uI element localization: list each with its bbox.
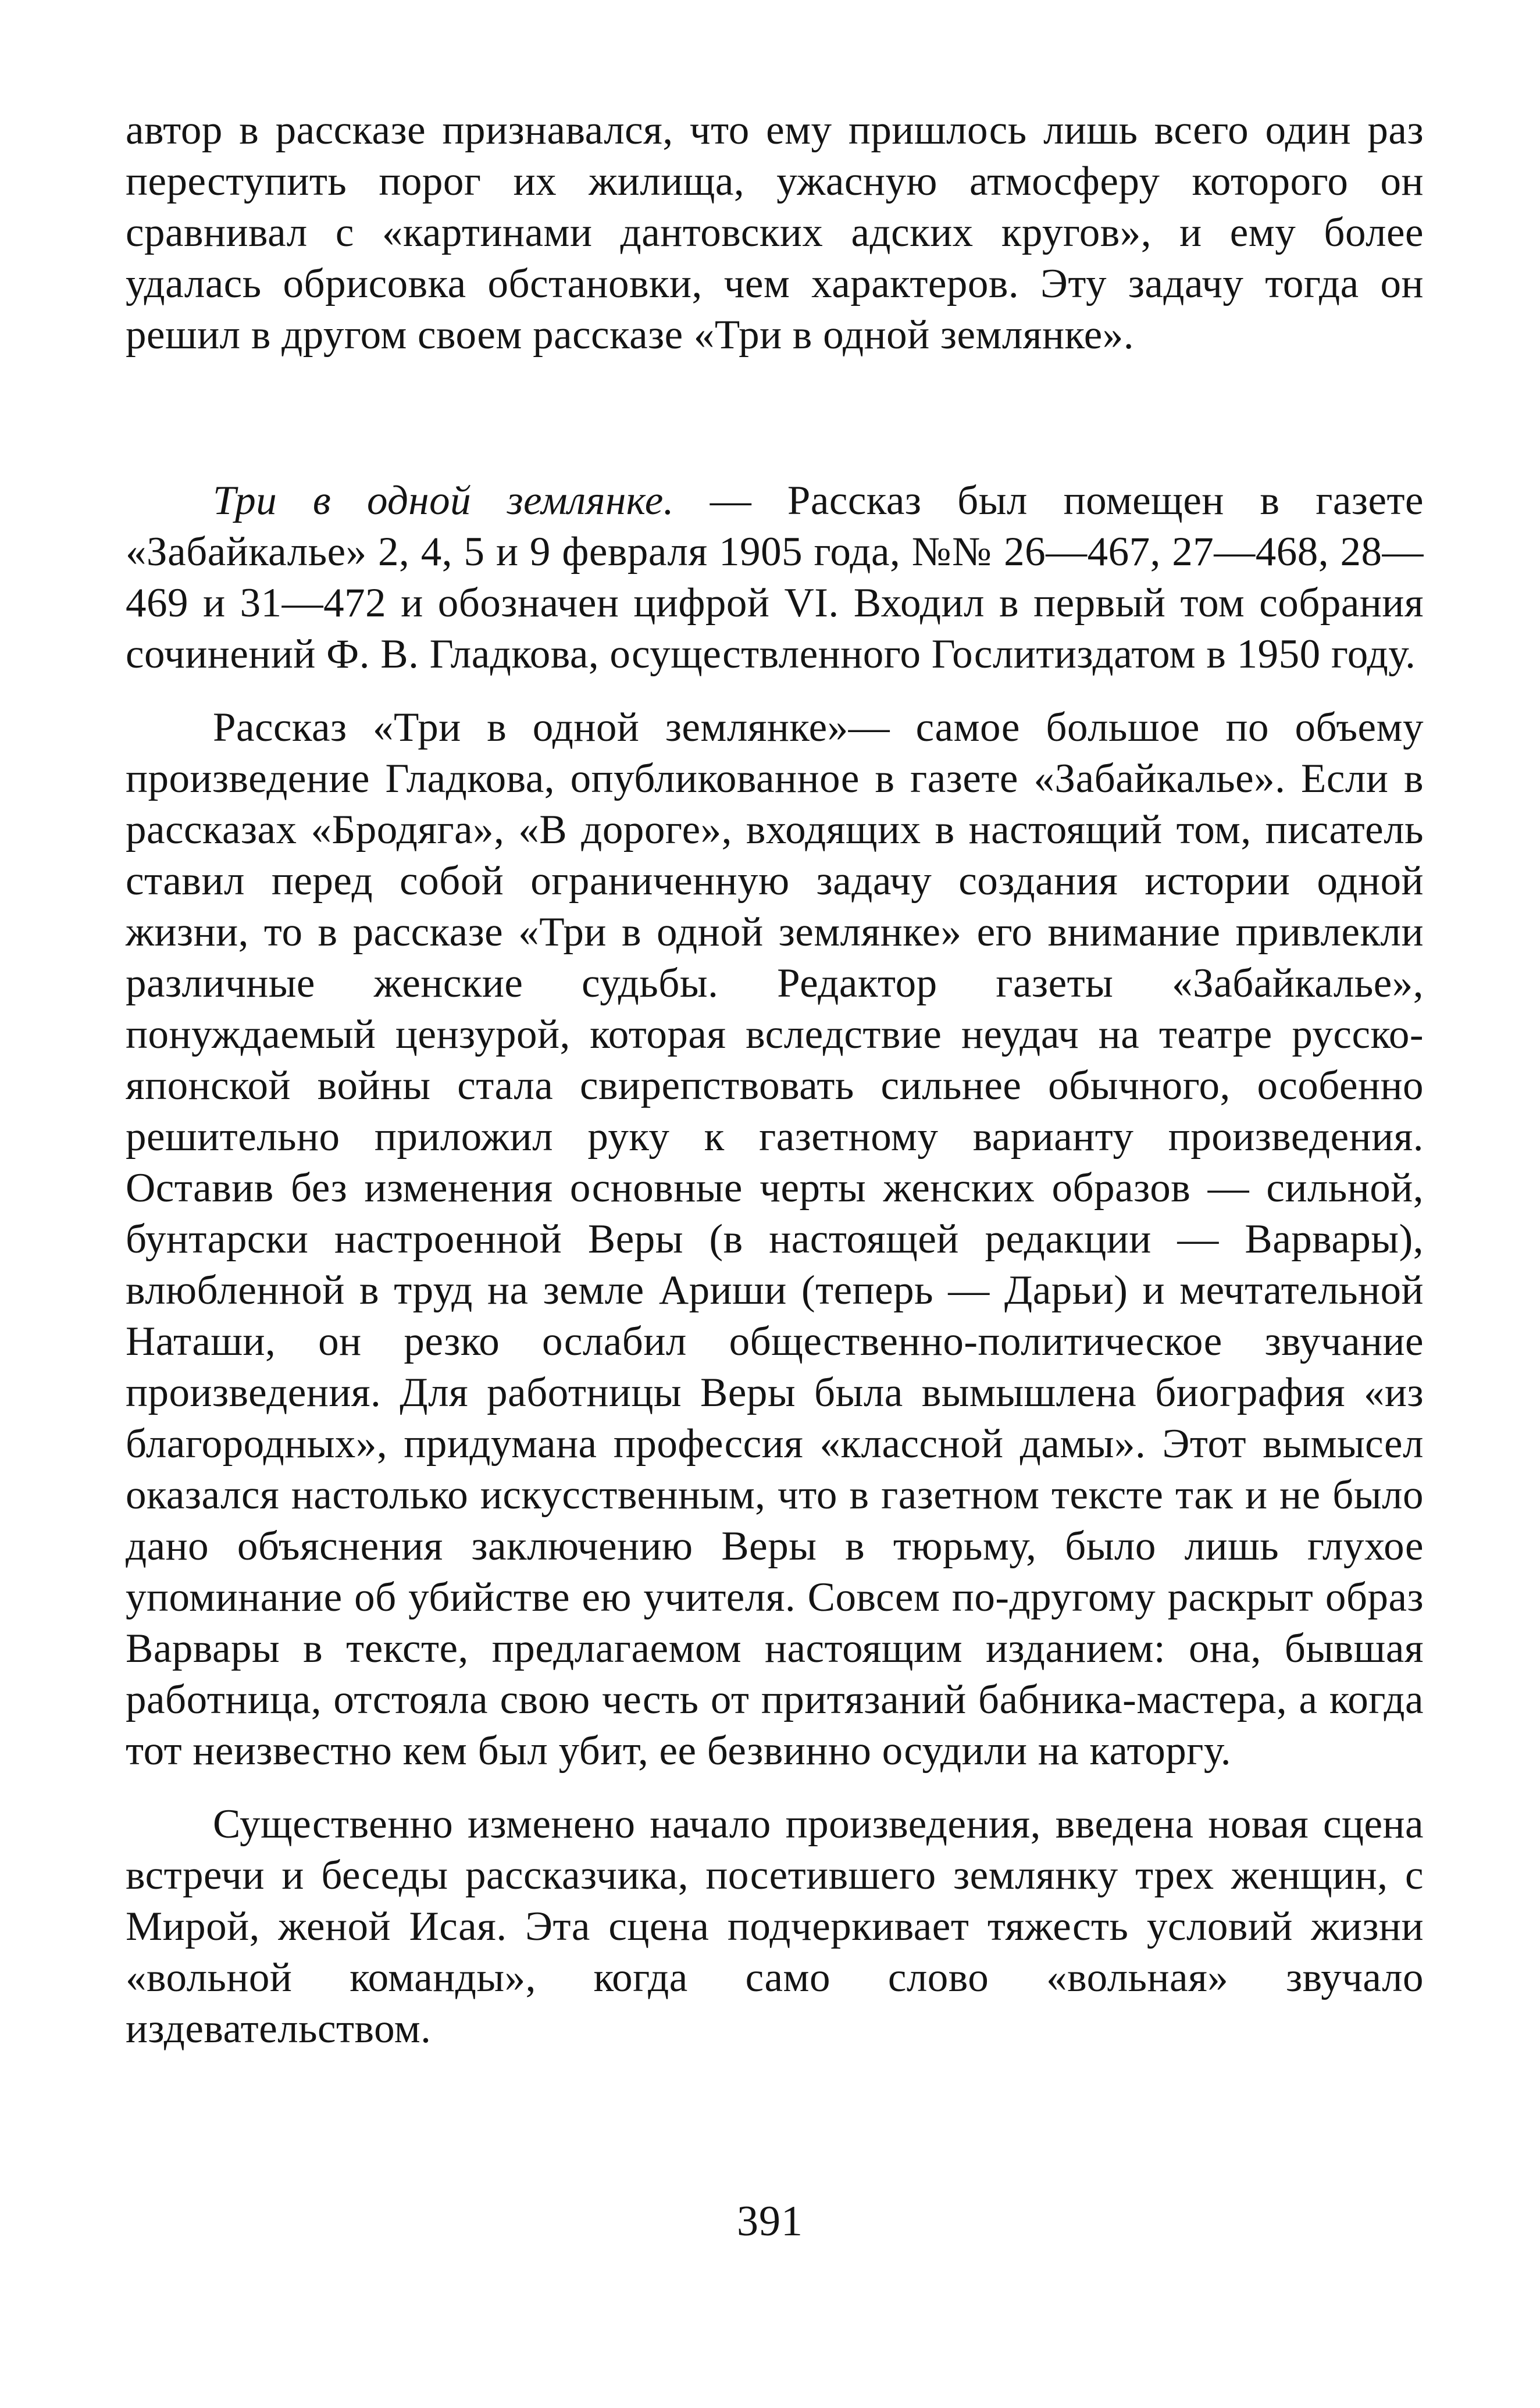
note-body: — Рассказ был помещен в газете «Забайкалье» 2, 4, 5 и 9 февраля 1905 года, №№ 26—467, 27—468, 28—469 и 31—472 и обозначен цифрой VI. Входил в первый том собрания сочинений Ф. В. Гладкова, осуществленного Гослитиздатом в 1950 году. xyxy=(126,478,1424,677)
page-number: 391 xyxy=(737,2197,803,2245)
section-spacer xyxy=(126,361,1424,475)
paragraph-commentary: Рассказ «Три в одной землянке»— самое большое по объему произведение Гладкова, опубликованное в газете «Забайкалье». Если в рассказах «Бродяга», «В дороге», входящих в настоящий том, писатель ставил перед собой ограниченную задачу создания истории одной жизни, то в рассказе «Три в одной землянке» его внимание привлекли различные женские судьбы. Редактор газеты «Забайкалье», понуждаемый цензурой, которая вследствие неудач на театре русско-японской войны стала свирепствовать сильнее обычного, особенно решительно приложил руку к газетному варианту произведения. Оставив без изменения основные черты женских образов — сильной, бунтарски настроенной Веры (в настоящей редакции — Варвары), влюбленной в труд на земле Ариши (теперь — Дарьи) и мечтательной Наташи, он резко ослабил общественно-политическое звучание произведения. Для работницы Веры была вымышлена биография «из благородных», придумана профессия «классной дамы». Этот вымысел оказался настолько искусственным, что в газетном тексте так и не было дано объяснения заключению Веры в тюрьму, было лишь глухое упоминание об убийстве ею учителя. Совсем по-другому раскрыт образ Варвары в тексте, предлагаемом настоящим изданием: она, бывшая работница, отстояла свою честь от притязаний бабника-мастера, а когда тот неизвестно кем был убит, ее безвинно осудили на каторгу. xyxy=(126,705,1424,1774)
paragraph-spacer xyxy=(126,1776,1424,1799)
paragraph-continuation: автор в рассказе признавался, что ему пришлось лишь всего один раз переступить порог их жилища, ужасную атмосферу которого он сравнивал с «картинами дантовских адских кругов», и ему более удалась обрисовка обстановки, чем характеров. Эту задачу тогда он решил в другом своем рассказе «Три в одной землянке». xyxy=(126,108,1424,358)
paragraph-spacer xyxy=(126,680,1424,702)
page-text xyxy=(126,105,1424,2054)
story-title: Три в одной землянке. xyxy=(213,478,674,523)
paragraph-changes: Существенно изменено начало произведения, введена новая сцена встречи и беседы рассказчика, посетившего землянку трех женщин, с Мирой, женой Исая. Эта сцена подчеркивает тяжесть условий жизни «вольной команды», когда само слово «вольная» звучало издевательством. xyxy=(126,1801,1424,2052)
paragraph-note-intro xyxy=(126,475,1424,680)
